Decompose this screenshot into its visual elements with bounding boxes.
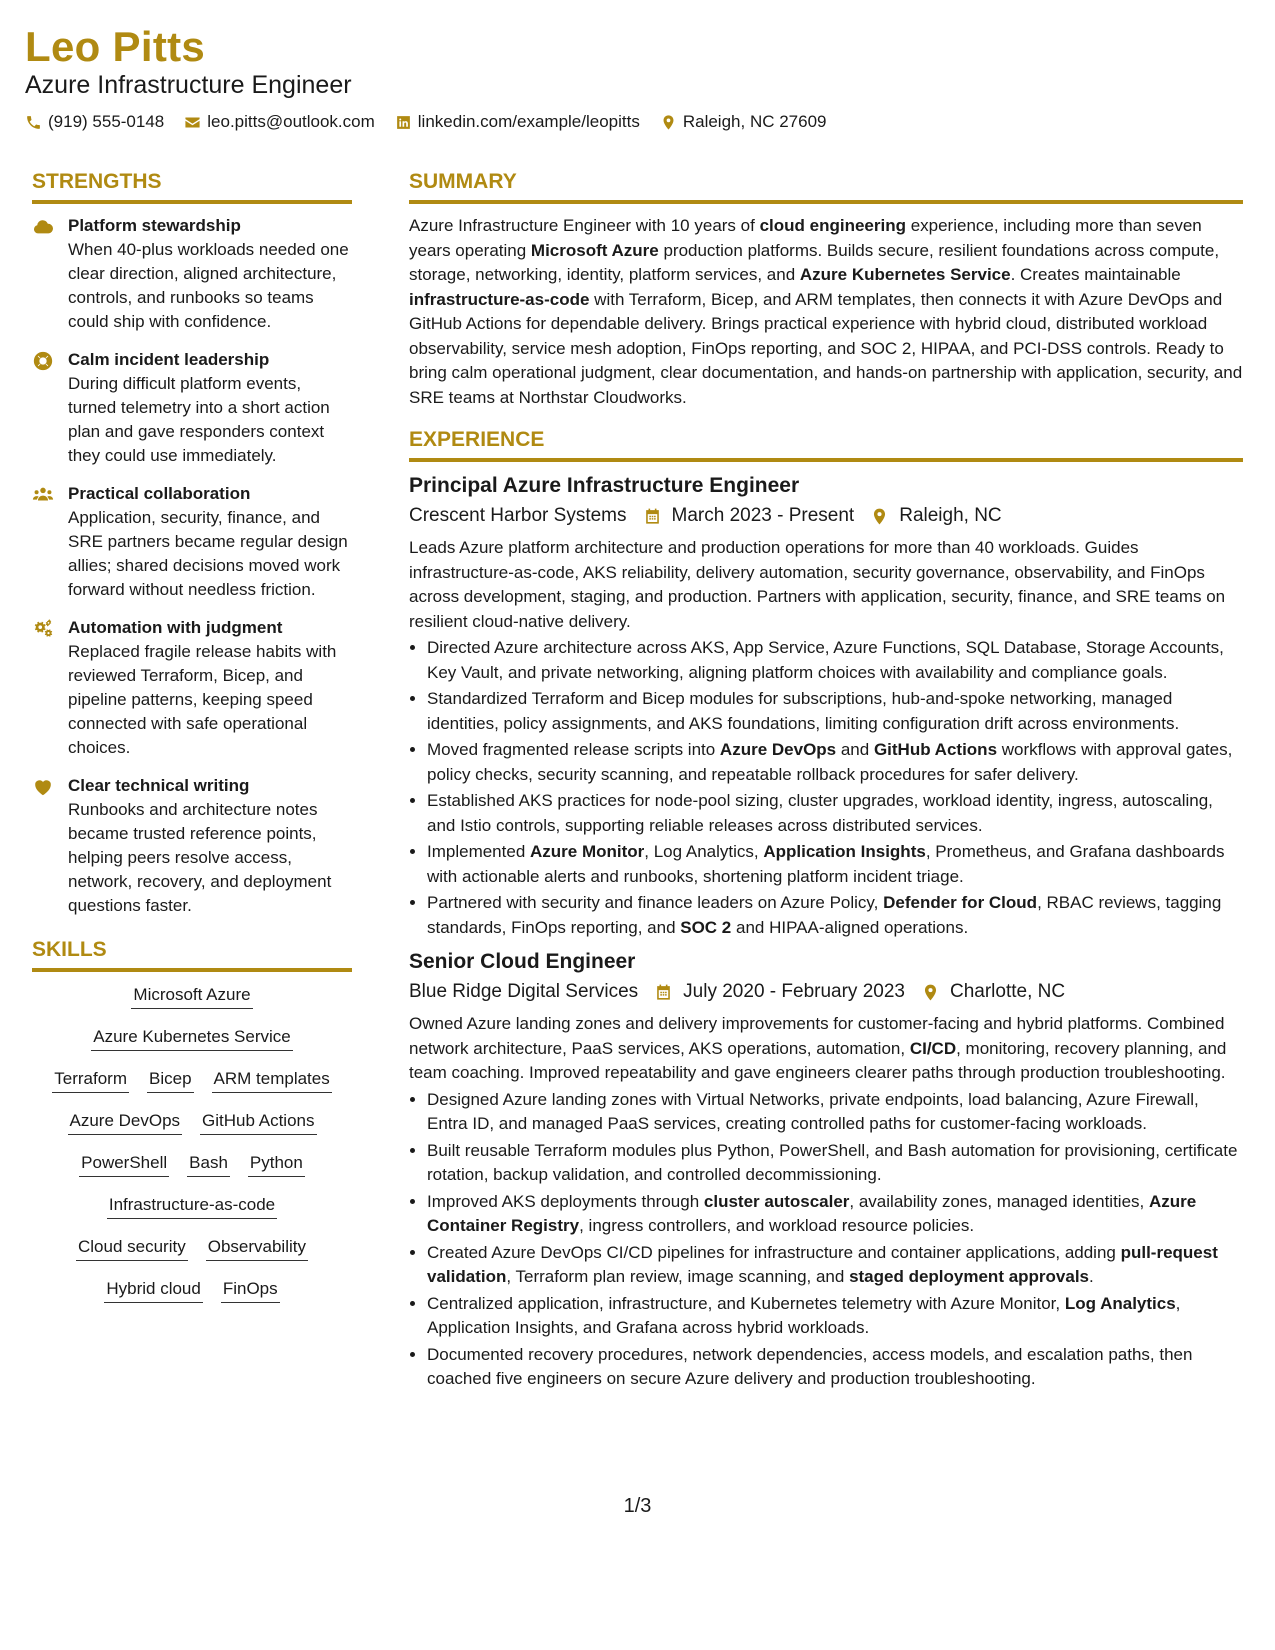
strength-item	[32, 616, 352, 760]
job-bullet: • Partnered with security and finance leaders on Azure Policy, Defender for Cloud, RBAC reviews, tagging standards, FinOps reporting, and SOC 2 and HIPAA-aligned operations.	[427, 891, 1243, 940]
envelope-icon	[184, 114, 201, 131]
summary-text: Azure Infrastructure Engineer with 10 years of cloud engineering experience, including more than seven years operating Microsoft Azure production platforms. Builds secure, resilient foundations across compute, storage, networking, identity, platform services, and Azure Kubernetes Service. Creates maintainable infrastructure-as-code with Terraform, Bicep, and ARM templates, then connects it with Azure DevOps and GitHub Actions for dependable delivery. Brings practical experience with hybrid cloud, distributed workload observability, service mesh adoption, FinOps reporting, and SOC 2, HIPAA, and PCI-DSS controls. Ready to bring calm operational judgment, clear documentation, and hands-on partnership with application, security, and SRE teams at Northstar Cloudworks.	[409, 216, 1243, 407]
skill-tag: Infrastructure-as-code	[107, 1192, 277, 1219]
strength-title: Calm incident leadership	[68, 350, 270, 369]
map-pin-icon	[660, 114, 677, 131]
skill-tag: Azure DevOps	[68, 1108, 183, 1135]
job-dates: July 2020 - February 2023	[683, 981, 905, 1002]
experience-heading: EXPERIENCE	[409, 426, 1243, 462]
skills-section	[32, 936, 352, 1303]
job-bullets	[409, 1088, 1243, 1392]
job-meta	[409, 502, 1243, 530]
skill-tag: Bash	[187, 1150, 230, 1177]
strength-title: Automation with judgment	[68, 618, 283, 637]
strength-item	[32, 482, 352, 602]
skill-tag: Hybrid cloud	[104, 1276, 203, 1303]
skill-tag: FinOps	[221, 1276, 280, 1303]
job-title: Principal Azure Infrastructure Engineer	[409, 474, 800, 497]
resume-header	[25, 22, 1245, 134]
job-description: Owned Azure landing zones and delivery improvements for customer-facing and hybrid platforms. Combined network architecture, PaaS services, AKS operations, automation, CI/CD, monitoring, recovery planning, and team coaching. Improved repeatability and gave engineers clearer paths through production troubleshooting.	[409, 1014, 1227, 1082]
skill-row	[32, 1024, 352, 1051]
email-text[interactable]: leo.pitts@outlook.com	[207, 112, 375, 131]
location-text: Raleigh, NC 27609	[682, 112, 827, 131]
jobs-list	[409, 472, 1243, 1392]
job-bullet: • Designed Azure landing zones with Virtual Networks, private endpoints, load balancing, Azure Firewall, Entra ID, and managed PaaS services, creating controlled paths for customer-facing workloads.	[427, 1088, 1243, 1137]
linkedin-icon	[395, 114, 412, 131]
skill-row	[32, 1108, 352, 1135]
left-column	[32, 168, 352, 1318]
summary-heading: SUMMARY	[409, 168, 1243, 204]
job-bullet: • Directed Azure architecture across AKS, App Service, Azure Functions, SQL Database, Storage Accounts, Key Vault, and private networking, aligning platform choices with availability and compliance goals.	[427, 636, 1243, 685]
strength-desc: Runbooks and architecture notes became trusted reference points, helping peers resolve access, network, recovery, and deployment questions faster.	[68, 800, 332, 915]
candidate-title: Azure Infrastructure Engineer	[25, 71, 352, 99]
skill-row	[32, 1066, 352, 1093]
skill-tag: PowerShell	[79, 1150, 169, 1177]
job-bullet: • Moved fragmented release scripts into Azure DevOps and GitHub Actions workflows with approval gates, policy checks, security scanning, and repeatable rollback procedures for safer delivery.	[427, 738, 1243, 787]
skills-heading: SKILLS	[32, 936, 352, 972]
strength-desc: Application, security, finance, and SRE partners became regular design allies; shared decisions moved work forward without needless friction.	[68, 508, 348, 599]
job-bullet: • Centralized application, infrastructure, and Kubernetes telemetry with Azure Monitor, Log Analytics, Application Insights, and Grafana across hybrid workloads.	[427, 1292, 1243, 1341]
skill-row	[32, 1192, 352, 1219]
job-bullet: • Improved AKS deployments through cluster autoscaler, availability zones, managed identities, Azure Container Registry, ingress controllers, and workload resource policies.	[427, 1190, 1243, 1239]
contact-linkedin[interactable]	[395, 110, 640, 134]
life-ring-icon	[32, 350, 54, 372]
job-bullet: • Created Azure DevOps CI/CD pipelines for infrastructure and container applications, adding pull-request validation, Terraform plan review, image scanning, and staged deployment approvals.	[427, 1241, 1243, 1290]
job-bullet: • Documented recovery procedures, network dependencies, access models, and escalation paths, then coached five engineers on secure Azure delivery and production troubleshooting.	[427, 1343, 1243, 1392]
job-location: Charlotte, NC	[949, 981, 1066, 1002]
skill-tag: Python	[248, 1150, 305, 1177]
skill-row	[32, 1234, 352, 1261]
skill-tag: GitHub Actions	[200, 1108, 316, 1135]
job-company: Crescent Harbor Systems	[409, 505, 627, 526]
linkedin-text[interactable]: linkedin.com/example/leopitts	[417, 112, 640, 131]
skill-row	[32, 1276, 352, 1303]
job-bullet: • Built reusable Terraform modules plus Python, PowerShell, and Bash automation for provisioning, certificate rotation, backup validation, and controlled decommissioning.	[427, 1139, 1243, 1188]
map-pin-icon	[921, 983, 940, 1002]
job-meta	[409, 978, 1243, 1006]
strength-item	[32, 214, 352, 334]
strength-title: Practical collaboration	[68, 484, 251, 503]
skill-row	[32, 1150, 352, 1177]
strength-desc: Replaced fragile release habits with reviewed Terraform, Bicep, and pipeline patterns, keeping speed connected with safe operational choices.	[68, 642, 337, 757]
job-bullet: • Implemented Azure Monitor, Log Analytics, Application Insights, Prometheus, and Grafana dashboards with actionable alerts and runbooks, shortening platform incident triage.	[427, 840, 1243, 889]
phone-text: (919) 555-0148	[48, 112, 165, 131]
right-column	[409, 168, 1243, 1394]
skill-tag: Microsoft Azure	[131, 982, 252, 1009]
contact-email[interactable]	[184, 110, 375, 134]
gears-icon	[32, 618, 54, 640]
calendar-icon	[643, 507, 662, 526]
experience-section	[409, 426, 1243, 1392]
job-dates: March 2023 - Present	[671, 505, 855, 526]
job-bullet: • Standardized Terraform and Bicep modules for subscriptions, hub-and-spoke networking, managed identities, policy assignments, and AKS foundations, limiting configuration drift across environments.	[427, 687, 1243, 736]
job-bullets	[409, 636, 1243, 940]
page-number: 1/3	[623, 1495, 652, 1517]
job-company: Blue Ridge Digital Services	[409, 981, 639, 1002]
job-location: Raleigh, NC	[899, 505, 1002, 526]
job-entry	[409, 948, 1243, 1392]
strengths-heading: STRENGTHS	[32, 168, 352, 204]
contact-bar	[25, 110, 1245, 134]
skill-tag: Terraform	[52, 1066, 129, 1093]
job-bullet: • Established AKS practices for node-pool sizing, cluster upgrades, workload identity, ingress, autoscaling, and Istio controls, supporting reliable releases across distributed services.	[427, 789, 1243, 838]
strengths-section	[32, 168, 352, 918]
strength-desc: When 40-plus workloads needed one clear direction, aligned architecture, controls, and runbooks so teams could ship with confidence.	[68, 240, 349, 331]
skill-tag: Bicep	[147, 1066, 194, 1093]
skill-tag: Azure Kubernetes Service	[91, 1024, 293, 1051]
cloud-icon	[32, 216, 54, 238]
summary-section	[409, 168, 1243, 410]
contact-location	[660, 110, 827, 134]
job-title: Senior Cloud Engineer	[409, 950, 636, 973]
strength-item	[32, 774, 352, 918]
skills-list	[32, 982, 352, 1303]
job-description: Leads Azure platform architecture and production operations for more than 40 workloads. Guides infrastructure-as-code, AKS reliability, delivery automation, security governance, observability, and FinOps across development, staging, and production. Partners with application, security, finance, and SRE teams on resilient cloud-native delivery.	[409, 538, 1226, 631]
skill-tag: ARM templates	[212, 1066, 332, 1093]
users-icon	[32, 484, 54, 506]
phone-icon	[25, 114, 42, 131]
contact-phone	[25, 110, 164, 134]
strength-title: Platform stewardship	[68, 216, 241, 235]
skill-tag: Observability	[206, 1234, 308, 1261]
skill-tag: Cloud security	[76, 1234, 188, 1261]
calendar-icon	[654, 983, 673, 1002]
job-entry	[409, 472, 1243, 940]
skill-row	[32, 982, 352, 1009]
heart-icon	[32, 776, 54, 798]
strength-desc: During difficult platform events, turned telemetry into a short action plan and gave responders context they could use immediately.	[68, 374, 330, 465]
strength-title: Clear technical writing	[68, 776, 250, 795]
map-pin-icon	[870, 507, 889, 526]
strength-item	[32, 348, 352, 468]
candidate-name: Leo Pitts	[25, 23, 206, 70]
